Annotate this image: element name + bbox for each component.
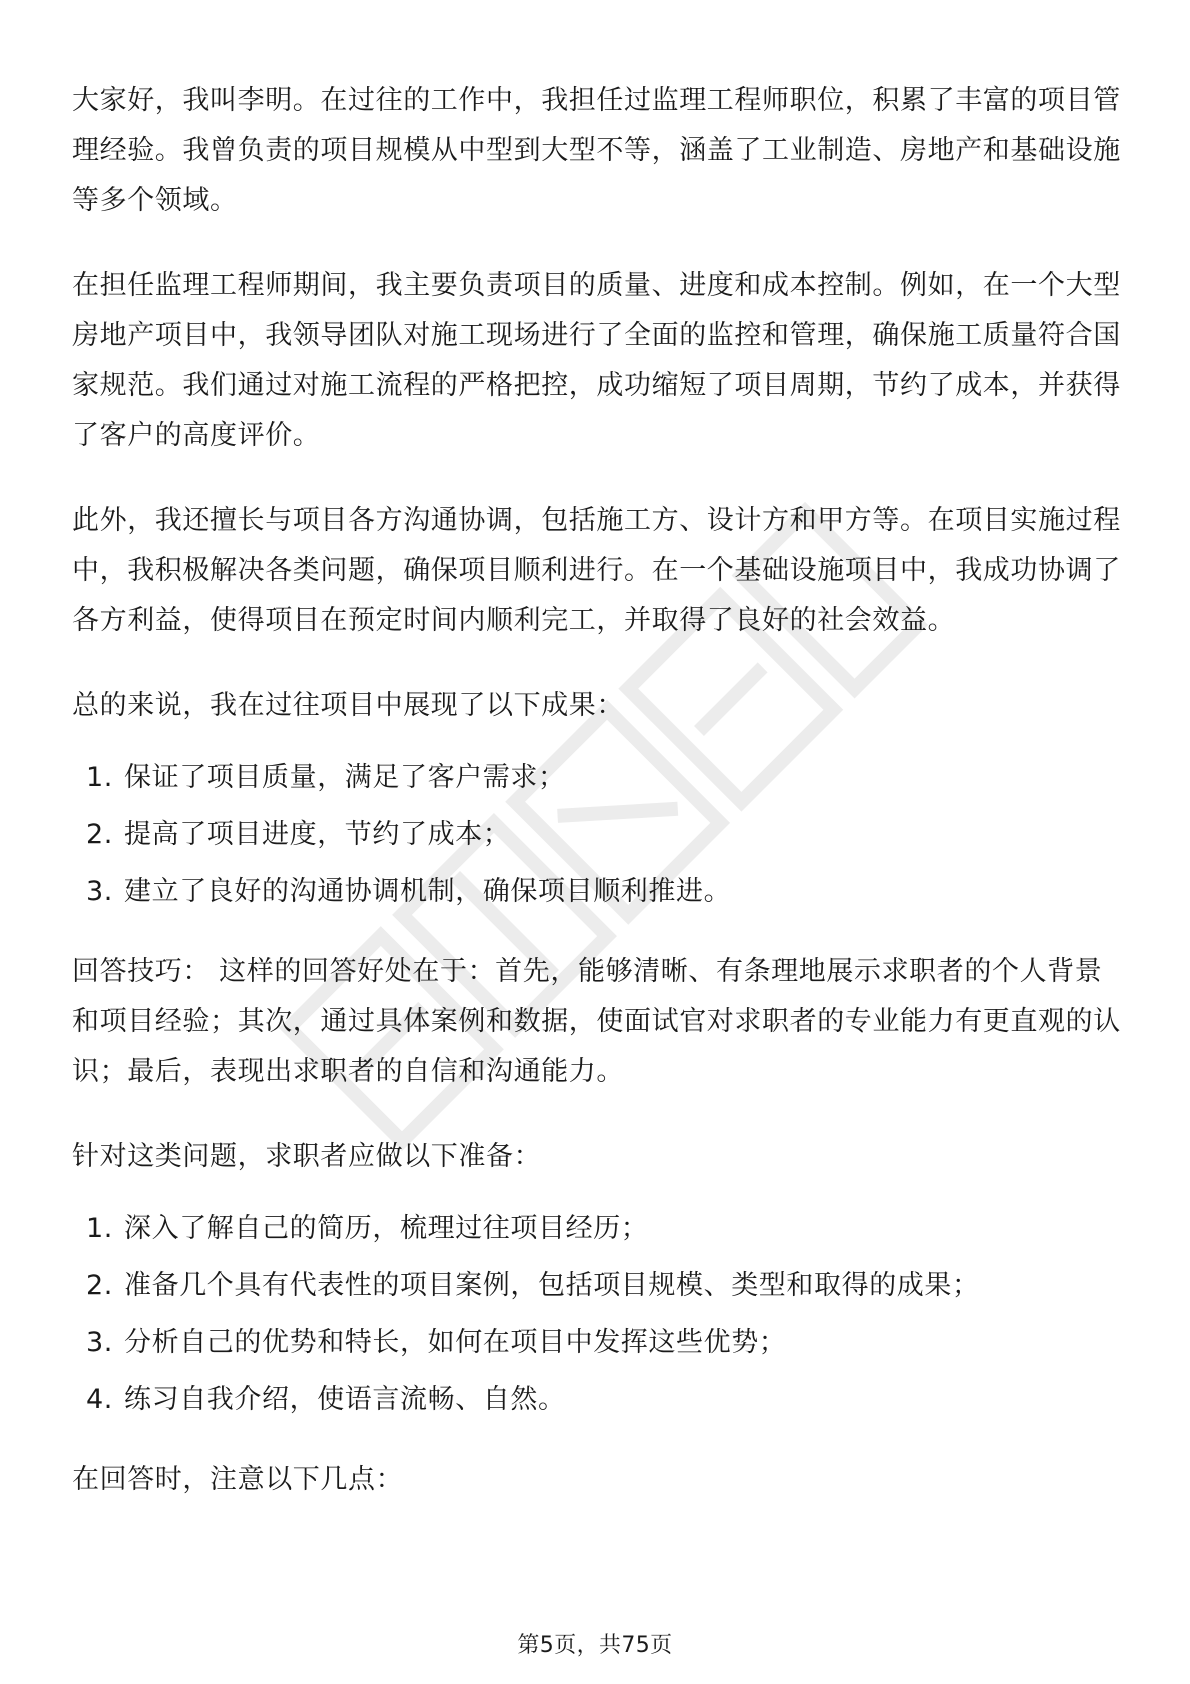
paragraph-intro: 大家好，我叫李明。在过往的工作中，我担任过监理工程师职位，积累了丰富的项目管理经验。我曾负责的项目规模从中型到大型不等，涵盖了工业制造、房地产和基础设施等多个领域。: [72, 85, 1121, 216]
page-number: 第5页，共75页: [517, 1633, 673, 1658]
list-item: 2. 提高了项目进度，节约了成本；: [86, 819, 511, 850]
list-item: 1. 深入了解自己的简历，梳理过往项目经历；: [86, 1213, 649, 1244]
list-item: 2. 准备几个具有代表性的项目案例，包括项目规模、类型和取得的成果；: [86, 1270, 980, 1301]
paragraph-notes-lead: 在回答时，注意以下几点：: [72, 1464, 404, 1495]
document-body: [72, 76, 1122, 1527]
paragraph-summary-lead: 总的来说，我在过往项目中展现了以下成果：: [72, 690, 624, 721]
paragraph-preparation-lead: 针对这类问题，求职者应做以下准备：: [72, 1141, 542, 1172]
list-item: 4. 练习自我介绍，使语言流畅、自然。: [86, 1384, 566, 1415]
list-item: 1. 保证了项目质量，满足了客户需求；: [86, 762, 566, 793]
achievements-list: [72, 753, 1122, 917]
paragraph-communication: 此外，我还擅长与项目各方沟通协调，包括施工方、设计方和甲方等。在项目实施过程中，我积极解决各类问题，确保项目顺利进行。在一个基础设施项目中，我成功协调了各方利益，使得项目在预定时间内顺利完工，并取得了良好的社会效益。: [72, 505, 1121, 636]
list-item: 3. 建立了良好的沟通协调机制，确保项目顺利推进。: [86, 876, 732, 907]
list-item: 3. 分析自己的优势和特长，如何在项目中发挥这些优势；: [86, 1327, 787, 1358]
preparation-list: [72, 1204, 1122, 1425]
paragraph-answer-tips: 回答技巧： 这样的回答好处在于：首先，能够清晰、有条理地展示求职者的个人背景和项目经验；其次，通过具体案例和数据，使面试官对求职者的专业能力有更直观的认识；最后，表现出求职者的自信和沟通能力。: [72, 956, 1121, 1087]
paragraph-responsibilities: 在担任监理工程师期间，我主要负责项目的质量、进度和成本控制。例如，在一个大型房地产项目中，我领导团队对施工现场进行了全面的监控和管理，确保施工质量符合国家规范。我们通过对施工流程的严格把控，成功缩短了项目周期，节约了成本，并获得了客户的高度评价。: [72, 270, 1121, 451]
